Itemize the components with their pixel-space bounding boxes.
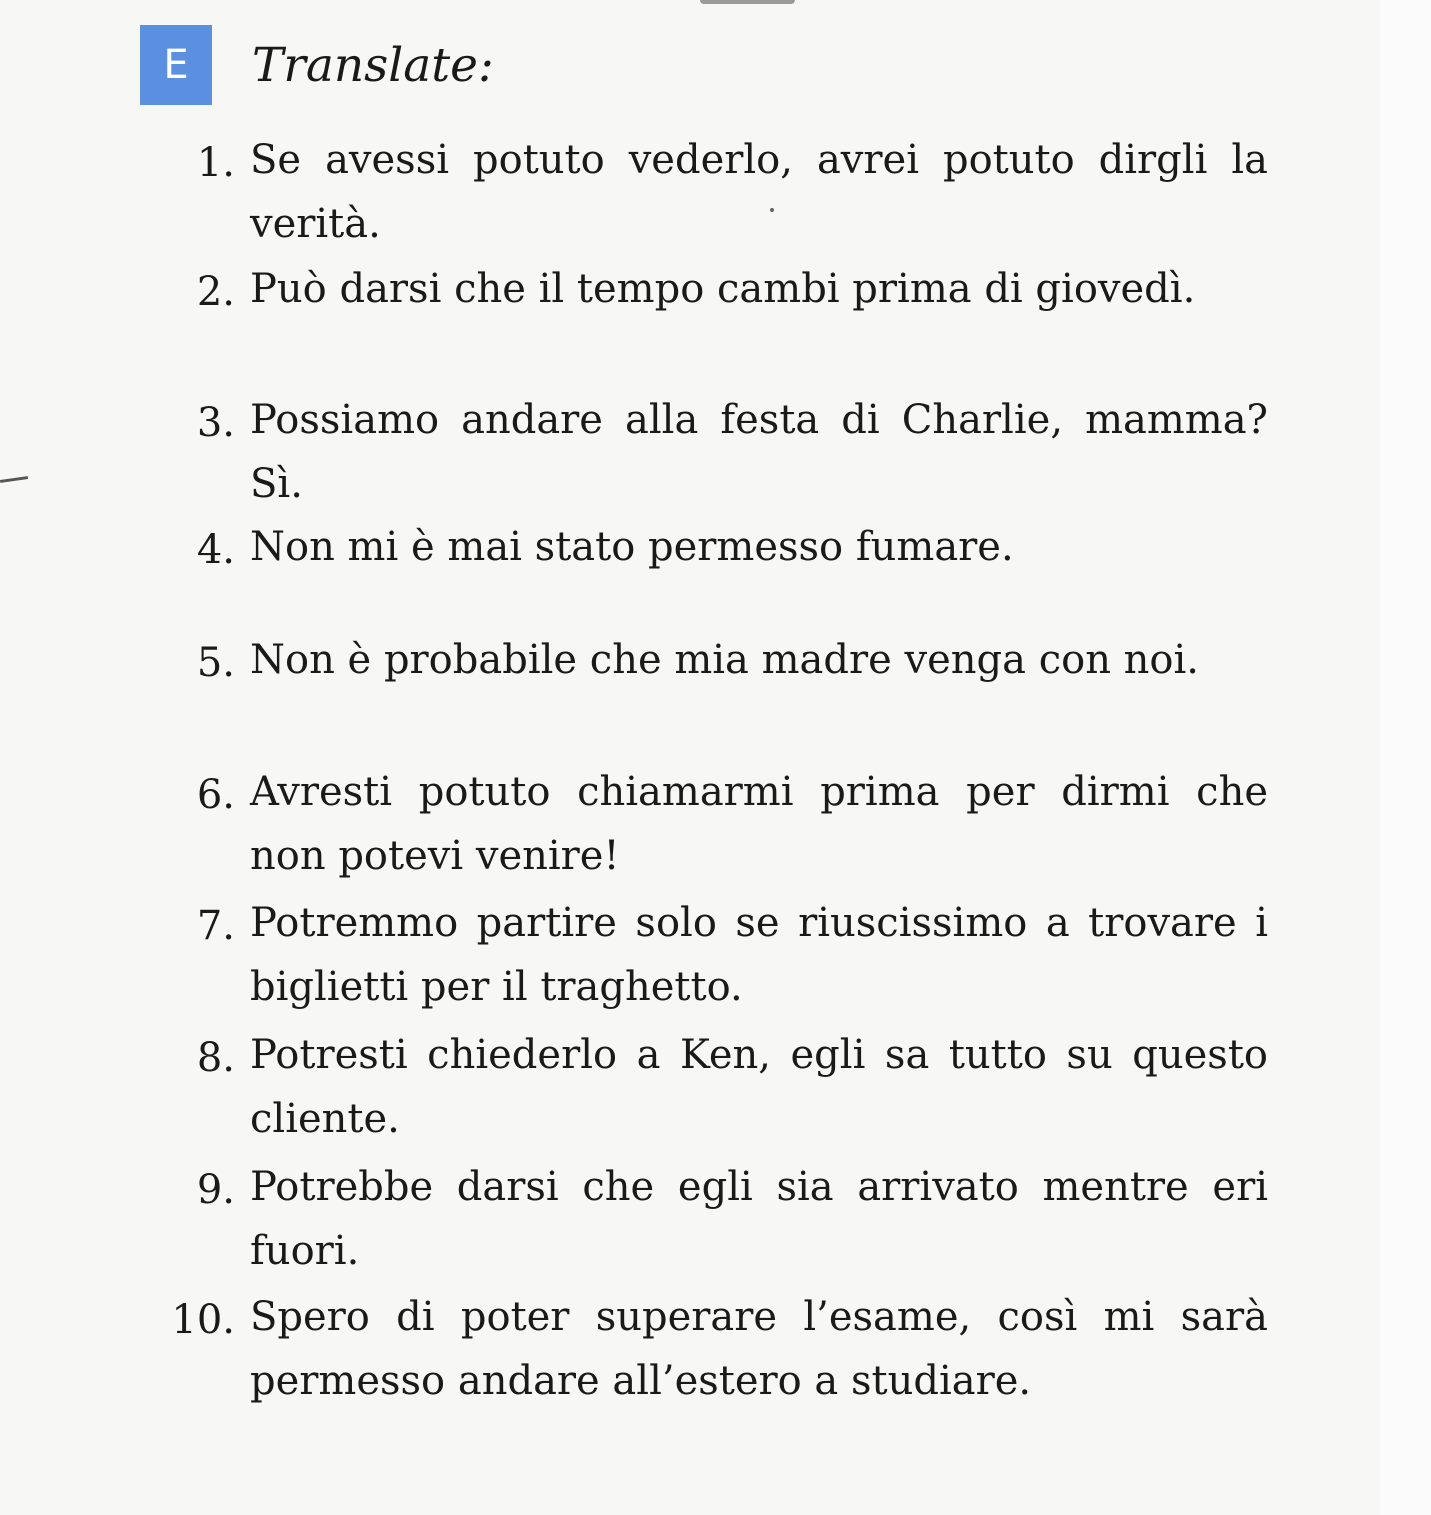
item-number: 5. xyxy=(196,640,235,686)
item-number: 9. xyxy=(196,1167,235,1213)
item-text: Avresti potuto chiamarmi prima per dirmi che non potevi venire! xyxy=(250,769,1268,879)
section-badge: E xyxy=(140,25,212,105)
item-text: Spero di poter superare l’esame, così mi sarà permesso andare all’estero a studiare. xyxy=(250,1294,1268,1404)
item-text: Non mi è mai stato permesso fumare. xyxy=(250,524,1014,570)
item-number: 3. xyxy=(196,400,235,446)
item-number: 10. xyxy=(171,1297,235,1343)
item-number: 4. xyxy=(196,527,235,573)
item-text: Se avessi potuto vederlo, avrei potuto dirgli la verità. xyxy=(250,137,1268,247)
item-number: 6. xyxy=(196,772,235,818)
item-text: Potresti chiederlo a Ken, egli sa tutto su questo cliente. xyxy=(250,1032,1268,1142)
item-number: 7. xyxy=(196,903,235,949)
item-number: 8. xyxy=(196,1035,235,1081)
item-number: 1. xyxy=(196,140,235,186)
item-text: Possiamo andare alla festa di Charlie, mamma? Sì. xyxy=(250,397,1268,507)
item-text: Può darsi che il tempo cambi prima di giovedì. xyxy=(250,266,1196,312)
item-number: 2. xyxy=(196,269,235,315)
item-text: Potremmo partire solo se riuscissimo a trovare i biglietti per il traghetto. xyxy=(250,900,1268,1010)
item-text: Potrebbe darsi che egli sia arrivato mentre eri fuori. xyxy=(250,1164,1268,1274)
item-text: Non è probabile che mia madre venga con noi. xyxy=(250,637,1200,683)
section-title: Translate: xyxy=(252,38,494,93)
